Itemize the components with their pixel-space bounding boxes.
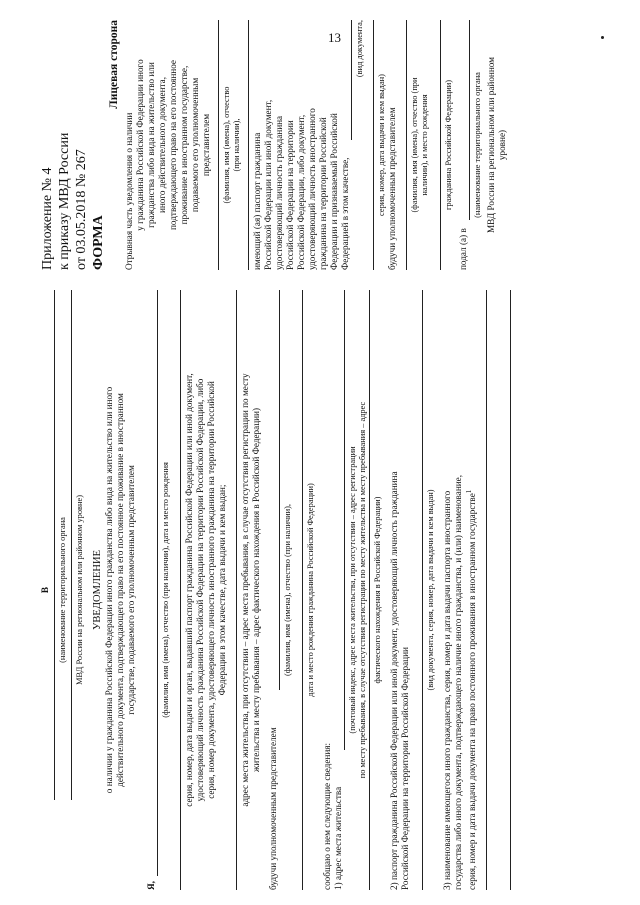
fio-caption: (фамилия, имя (имена), отчество (при наличии), дата и место рождения [161,462,170,718]
fio2-caption: (фамилия, имя (имена), отчество (при наличии), [283,503,292,677]
tear-org-3: уровне) [497,129,507,161]
doc-caption: (вид документа, серия, номер, дата выдачи и кем выдан) [426,489,435,691]
tear-text-4: Российской Федерации на территории [285,120,295,270]
addr-caption-2: по месту пребывания, в случае отсутствия регистрации по месту жительства и месту пребывания – адрес [358,401,367,779]
appendix-date: от 03.05.2018 № 267 [74,149,89,270]
passport-text-2: удостоверяющий личность гражданина Российской Федерации на территории Российской Федерации, либо [195,378,205,802]
tear-submitted: подал (а) в [458,228,468,270]
form-label: ФОРМА [91,215,106,270]
tear-fio3-caption: наличии), и место рождения [420,94,429,196]
notice-subtitle-2: действительного документа, подтверждающего право на его постоянное проживание в иностранном [115,393,125,787]
rotated-form-sheet [40,10,640,890]
item2-text-2: Российской Федерации на территории Российской Федерации [400,647,410,890]
item3-text-3 [464,290,478,890]
addr-caption-3: фактического нахождения в Российской Федерации) [373,496,382,684]
front-side-label: Лицевая сторона [108,20,120,109]
tear-title-1: Отрывная часть уведомления о наличии [124,112,134,270]
fio-line [157,290,158,876]
notice-title: УВЕДОМЛЕНИЕ [92,549,103,631]
tear-citizen-caption: гражданина Российской Федерации) [444,79,453,211]
tear-text-3: удостоверяющий личность гражданина [274,115,284,270]
ya-label: Я, [146,881,156,890]
item3-text-3-body: серия, номер и дата выдачи документа на право постоянного проживания в иностранном государстве [467,493,478,890]
appendix-order: к приказу МВД России [57,132,72,270]
tear-fio-line-2 [248,20,249,270]
authority-line [54,290,55,800]
tear-fio2-caption: (фамилия, имя (имена), отчество (при [410,77,419,213]
passport-text-1: серия, номер, дата выдачи и орган, выдавший паспорт гражданина Российской Федерации или иной документ, [184,373,194,807]
notice-subtitle-1: о наличии у гражданина Российской Федерации иного гражданства либо вида на жительство или иного [104,386,114,794]
tear-text-1: имеющий (ая) паспорт гражданина [252,132,262,270]
tear-doc-caption: серия, номер, дата выдачи и кем выдан) [377,74,386,216]
tear-text-2: Российской Федерации или иной документ, [263,99,273,270]
tear-org-line [469,20,470,220]
tear-title-3: гражданства либо вида на жительство или [146,62,156,228]
tear-fio-caption-b: (при наличии), [232,118,241,172]
tear-rep-line [406,20,407,270]
to-prefix: В [40,586,50,594]
tear-fio2-line [440,20,441,270]
notice-main-part [40,290,640,890]
representative-line [279,290,280,690]
tear-doc-line-2 [373,20,374,270]
representative-label: будучи уполномоченным представителем [268,727,278,890]
item3-line-2 [510,290,511,890]
tear-fio-caption: (фамилия, имя (имена), отчество [222,86,231,204]
addr-line [369,290,370,890]
item3-text-2: государства либо иного документа, подтверждающего наличие иного гражданства, и (или) наименование, [453,474,463,890]
tear-fio-line [218,20,219,270]
tear-title-4: иного действительного документа, [157,76,167,214]
tear-title-6: проживание в иностранном государстве, [179,65,189,225]
passport-text-4: Федерации в этом качестве, дата выдачи и кем выдан; [217,484,227,696]
tear-title-2: у гражданина Российской Федерации иного [135,59,145,231]
tear-text-6: удостоверяющий личность иностранного [307,108,317,270]
item1-line [344,290,345,750]
address-text-2: жительства и месту пребывания – адрес фактического нахождения в Российской Федерации) [251,407,261,773]
notice-subtitle-3: государстве, подаваемого его уполномоченным представителем [126,465,136,715]
address-text-1: адрес места жительства, при отсутствии – адрес места пребывания, в случае отсутствия регистрации по месту [240,373,250,807]
tear-text-8: Федерации и признаваемый Российской [329,113,339,270]
authority-caption: (наименование территориального органа [58,517,67,663]
appendix-title: Приложение № 4 [40,167,55,270]
tear-title-8: представителем [201,113,211,177]
item2-text-1: 2) паспорт гражданина Российской Федерации или иной документ, удостоверяющий личность гражданина [389,471,399,890]
item1-label: 1) адрес места жительства [333,786,343,890]
tear-doc-line [351,20,352,140]
authority-line-2 [71,290,72,800]
tear-title-7: подаваемого его уполномоченным [190,77,200,213]
birth-caption: дата и место рождения гражданина Российской Федерации) [306,483,315,697]
tear-representative: будучи уполномоченным представителем [387,107,397,270]
footnote-mark: 1 [465,489,473,494]
passport-line [236,290,237,890]
tear-text-7: гражданина на территории Российской [318,117,328,270]
tear-org-caption: (наименование территориального органа [473,72,482,218]
item3-text-1: 3) наименование имеющегося иного гражданства, серия, номер и дата выдачи паспорта иностранного [442,490,452,890]
tear-org-2: МВД России на региональном или районном [486,57,496,234]
fio2-line [302,290,303,890]
fio-line-2 [180,290,181,890]
tear-title-5: подтверждающего право на его постоянное [168,60,178,230]
inform-label: сообщаю о нем следующие сведения: [322,742,332,890]
passport-text-3: серия, номер документа, удостоверяющего личность иностранного гражданина на территории Российской [206,381,216,799]
tear-text-5: Российской Федерации, либо документ, [296,114,306,270]
tear-off-part [40,20,640,270]
item3-line [486,290,487,890]
item2-line [422,290,423,890]
authority-caption-2: МВД России на региональном или районном уровне) [75,494,84,686]
tear-text-9: Федерацией в этом качестве, [340,157,350,270]
page-number: 13 [328,30,341,45]
addr-caption-1: (почтовый индекс, адрес места жительства, при отсутствии – адрес регистрации [348,446,357,734]
tear-doctype-caption: (вид документа, [355,20,364,78]
